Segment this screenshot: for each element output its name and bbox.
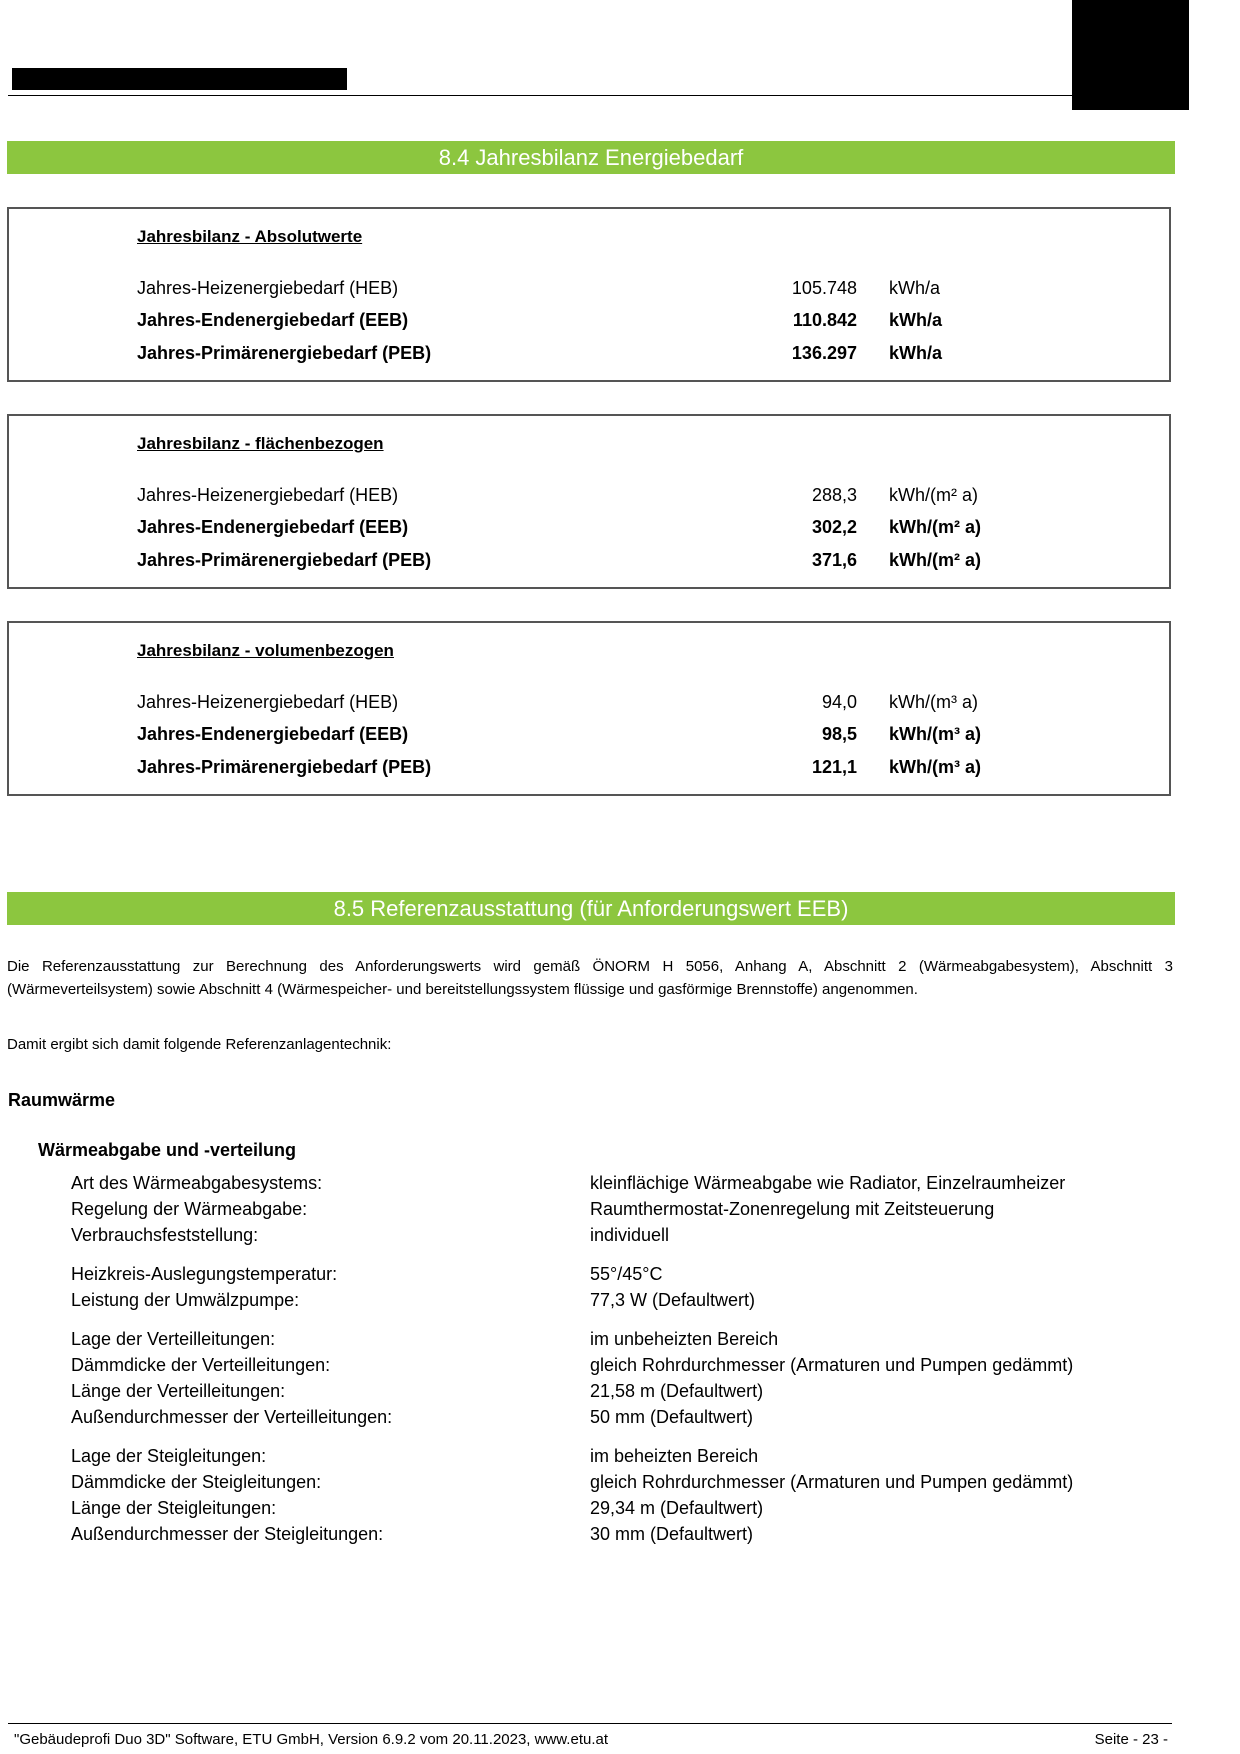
property-label: Regelung der Wärmeabgabe: xyxy=(71,1199,308,1219)
row-value: 94,0 xyxy=(821,692,857,712)
energy-row-peb xyxy=(137,757,1137,781)
property-label: Außendurchmesser der Verteilleitungen: xyxy=(71,1407,393,1427)
row-label: Jahres-Endenergiebedarf (EEB) xyxy=(137,517,409,537)
property-label: Verbrauchsfeststellung: xyxy=(71,1225,259,1245)
property-value: 77,3 W (Defaultwert) xyxy=(590,1290,756,1310)
row-label: Jahres-Heizenergiebedarf (HEB) xyxy=(137,278,399,298)
row-unit: kWh/(m² a) xyxy=(889,485,978,505)
row-value: 302,2 xyxy=(811,517,857,537)
property-label: Lage der Verteilleitungen: xyxy=(71,1329,276,1349)
property-row xyxy=(71,1173,1171,1197)
row-label: Jahres-Endenergiebedarf (EEB) xyxy=(137,724,409,744)
property-row xyxy=(71,1225,1171,1249)
row-unit: kWh/a xyxy=(889,278,941,298)
property-value: gleich Rohrdurchmesser (Armaturen und Pumpen gedämmt) xyxy=(590,1355,1074,1375)
energy-row-heb xyxy=(137,485,1137,509)
property-value: im beheizten Bereich xyxy=(590,1446,759,1466)
row-unit: kWh/(m³ a) xyxy=(889,692,978,712)
row-value: 105.748 xyxy=(791,278,857,298)
energy-box-area xyxy=(7,414,1171,589)
property-value: 50 mm (Defaultwert) xyxy=(590,1407,754,1427)
footer-page-number: Seite - 23 - xyxy=(1094,1731,1168,1748)
row-value: 288,3 xyxy=(811,485,857,505)
redacted-header-text xyxy=(12,68,347,90)
section-header-8-4: 8.4 Jahresbilanz Energiebedarf xyxy=(7,141,1175,174)
property-row xyxy=(71,1329,1171,1353)
row-value: 371,6 xyxy=(811,550,857,570)
energy-box-absolute xyxy=(7,207,1171,382)
row-unit: kWh/(m² a) xyxy=(889,517,981,537)
row-unit: kWh/(m³ a) xyxy=(889,724,981,744)
property-label: Art des Wärmeabgabesystems: xyxy=(71,1173,323,1193)
footer-software-info: "Gebäudeprofi Duo 3D" Software, ETU GmbH, Version 6.9.2 vom 20.11.2023, www.etu.at xyxy=(14,1731,609,1748)
property-value: kleinflächige Wärmeabgabe wie Radiator, Einzelraumheizer xyxy=(590,1173,1066,1193)
row-label: Jahres-Primärenergiebedarf (PEB) xyxy=(137,550,432,570)
property-value: 55°/45°C xyxy=(590,1264,663,1284)
property-row xyxy=(71,1355,1171,1379)
property-label: Dämmdicke der Verteilleitungen: xyxy=(71,1355,331,1375)
box-title: Jahresbilanz - flächenbezogen xyxy=(137,434,384,453)
row-unit: kWh/(m³ a) xyxy=(889,757,981,777)
property-value: Raumthermostat-Zonenregelung mit Zeitsteuerung xyxy=(590,1199,995,1219)
intro-paragraph: Die Referenzausstattung zur Berechnung des Anforderungswerts wird gemäß ÖNORM H 5056, Anhang A, Abschnitt 2 (Wärmeabgabesystem), Abschnitt 3 (Wärmeverteilsystem) sowie Abschnitt 4 (Wärmespeicher- und bereitstellungssystem flüssige und gasförmige Brennstoffe) angenommen. xyxy=(7,958,1173,998)
energy-row-eeb xyxy=(137,310,1137,334)
row-unit: kWh/(m² a) xyxy=(889,550,981,570)
box-title: Jahresbilanz - Absolutwerte xyxy=(137,227,363,246)
section-header-8-5: 8.5 Referenzausstattung (für Anforderungswert EEB) xyxy=(7,892,1175,925)
row-unit: kWh/a xyxy=(889,310,943,330)
energy-row-eeb xyxy=(137,724,1137,748)
row-value: 136.297 xyxy=(791,343,857,363)
header-divider xyxy=(8,95,1072,96)
property-label: Außendurchmesser der Steigleitungen: xyxy=(71,1524,384,1544)
property-label: Dämmdicke der Steigleitungen: xyxy=(71,1472,322,1492)
result-line: Damit ergibt sich damit folgende Referenzanlagentechnik: xyxy=(7,1036,392,1053)
energy-row-peb xyxy=(137,343,1137,367)
footer-divider xyxy=(8,1723,1172,1724)
property-value: 29,34 m (Defaultwert) xyxy=(590,1498,764,1518)
energy-row-peb xyxy=(137,550,1137,574)
property-row xyxy=(71,1472,1171,1496)
row-label: Jahres-Endenergiebedarf (EEB) xyxy=(137,310,409,330)
property-label: Länge der Verteilleitungen: xyxy=(71,1381,286,1401)
property-row xyxy=(71,1407,1171,1431)
row-label: Jahres-Heizenergiebedarf (HEB) xyxy=(137,485,399,505)
redacted-logo xyxy=(1072,0,1189,110)
property-label: Heizkreis-Auslegungstemperatur: xyxy=(71,1264,338,1284)
row-unit: kWh/a xyxy=(889,343,943,363)
row-label: Jahres-Primärenergiebedarf (PEB) xyxy=(137,757,432,777)
property-row xyxy=(71,1524,1171,1548)
heading-waermeabgabe: Wärmeabgabe und -verteilung xyxy=(38,1140,297,1160)
property-value: 21,58 m (Defaultwert) xyxy=(590,1381,764,1401)
property-label: Lage der Steigleitungen: xyxy=(71,1446,267,1466)
row-value: 110.842 xyxy=(792,310,857,330)
row-label: Jahres-Primärenergiebedarf (PEB) xyxy=(137,343,432,363)
property-label: Leistung der Umwälzpumpe: xyxy=(71,1290,300,1310)
property-label: Länge der Steigleitungen: xyxy=(71,1498,277,1518)
property-row xyxy=(71,1446,1171,1470)
property-value: 30 mm (Defaultwert) xyxy=(590,1524,754,1544)
row-value: 121,1 xyxy=(811,757,857,777)
heading-raumwaerme: Raumwärme xyxy=(8,1090,116,1110)
box-title: Jahresbilanz - volumenbezogen xyxy=(137,641,394,660)
row-value: 98,5 xyxy=(821,724,857,744)
row-label: Jahres-Heizenergiebedarf (HEB) xyxy=(137,692,399,712)
property-row xyxy=(71,1290,1171,1314)
property-row xyxy=(71,1264,1171,1288)
energy-row-heb xyxy=(137,278,1137,302)
energy-row-eeb xyxy=(137,517,1137,541)
property-value: im unbeheizten Bereich xyxy=(590,1329,779,1349)
property-row xyxy=(71,1498,1171,1522)
property-value: individuell xyxy=(590,1225,670,1245)
energy-box-volume xyxy=(7,621,1171,796)
energy-row-heb xyxy=(137,692,1137,716)
property-value: gleich Rohrdurchmesser (Armaturen und Pumpen gedämmt) xyxy=(590,1472,1074,1492)
property-row xyxy=(71,1381,1171,1405)
property-row xyxy=(71,1199,1171,1223)
